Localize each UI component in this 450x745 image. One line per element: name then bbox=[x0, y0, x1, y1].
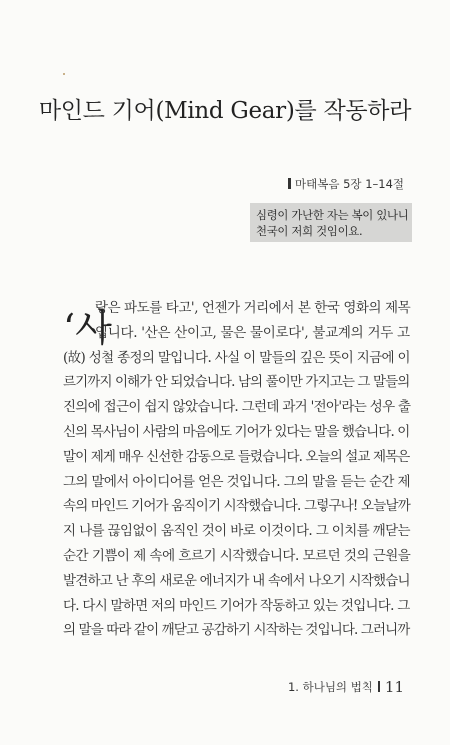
page-title: 마인드 기어(Mind Gear)를 작동하라 bbox=[38, 98, 412, 124]
body-line: 지 나를 끊임없이 움직인 것이 바로 이것이다. 그 이치를 깨닫는 bbox=[63, 523, 410, 540]
page-footer bbox=[288, 678, 404, 696]
body-line: 입니다. '산은 산이고, 물은 물이로다', 불교계의 거두 고 bbox=[95, 324, 410, 341]
chapter-label: 1. 하나님의 법칙 bbox=[287, 680, 373, 694]
body-line: 신의 목사님이 사람의 마음에도 기어가 있다는 말을 했습니다. 이 bbox=[63, 423, 410, 440]
body-line: 속의 마인드 기어가 움직이기 시작했습니다. 그렇구나! 오늘날까 bbox=[63, 498, 410, 515]
scripture-quote-box bbox=[250, 203, 412, 242]
quote-line: 천국이 저희 것임이요. bbox=[256, 224, 363, 238]
drop-cap: ‘사 bbox=[63, 306, 112, 350]
body-line: 진의에 접근이 쉽지 않았습니다. 그런데 과거 '전아'라는 성우 출 bbox=[63, 399, 411, 416]
body-line: 랑은 파도를 타고', 언젠가 거리에서 본 한국 영화의 제목 bbox=[95, 300, 411, 316]
body-line: (故) 성철 종정의 말입니다. 사실 이 말들의 깊은 뜻이 지금에 이 bbox=[63, 349, 410, 366]
body-line: 그의 말에서 아이디어를 얻은 것입니다. 그의 말을 듣는 순간 제 bbox=[63, 473, 410, 490]
quote-line: 심령이 가난한 자는 복이 있나니 bbox=[256, 208, 409, 222]
ref-bar-marker bbox=[288, 178, 291, 189]
body-line: 의 말을 따라 같이 깨닫고 공감하기 시작하는 것입니다. 그러니까 bbox=[63, 622, 410, 639]
body-line: 르기까지 이해가 안 되었습니다. 남의 풀이만 가지고는 그 말들의 bbox=[63, 374, 410, 391]
body-line: 다. 다시 말하면 저의 마인드 기어가 작동하고 있는 것입니다. 그 bbox=[63, 597, 410, 614]
body-line: 순간 기쁨이 제 속에 흐르기 시작했습니다. 모르던 것의 근원을 bbox=[63, 547, 411, 564]
scripture-reference bbox=[288, 176, 404, 192]
body-line: 발견하고 난 후의 새로운 에너지가 내 속에서 나오기 시작했습니 bbox=[63, 572, 410, 589]
footer-separator bbox=[378, 681, 380, 692]
body-text bbox=[63, 296, 410, 643]
decorative-dot bbox=[63, 73, 65, 75]
scripture-reference-text: 마태복음 5장 1–14절 bbox=[295, 177, 404, 191]
page-number: 11 bbox=[384, 678, 404, 696]
body-line: 말이 제게 매우 신선한 감동으로 들렸습니다. 오늘의 설교 제목은 bbox=[63, 448, 410, 465]
